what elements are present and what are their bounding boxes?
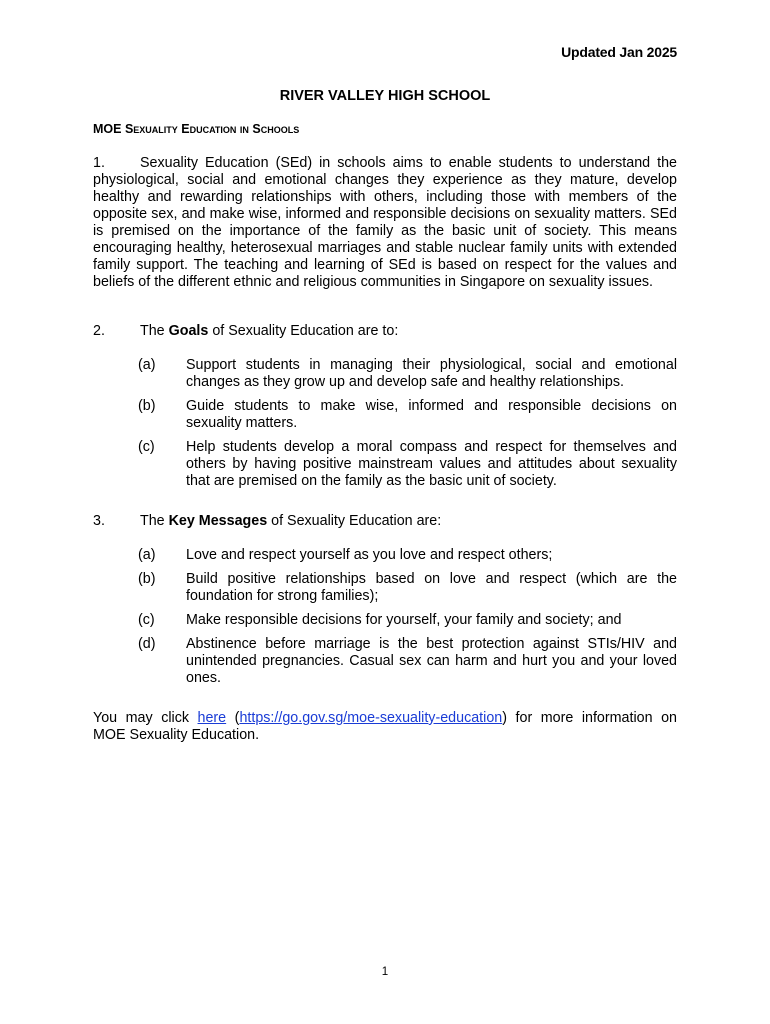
item-label: (a): [138, 547, 156, 563]
closing-text: You may click: [93, 710, 198, 726]
item-text: Support students in managing their physiological, social and emotional changes as they grow up and develop safe and healthy relationships.: [186, 357, 677, 390]
paragraph-1: [93, 155, 677, 291]
closing-text: (: [226, 710, 240, 726]
goal-item: [138, 439, 677, 490]
item-label: (c): [138, 612, 155, 628]
updated-date: Updated Jan 2025: [561, 44, 677, 60]
key-message-item: [138, 571, 677, 605]
item-text: Guide students to make wise, informed and responsible decisions on sexuality matters.: [186, 398, 677, 431]
item-label: (b): [138, 398, 156, 414]
page-number: 1: [381, 966, 389, 978]
item-text: Help students develop a moral compass and respect for themselves and others by having positive mainstream values and attitudes about sexuality that are premised on the family as the basic unit of society.: [186, 439, 677, 489]
item-label: (b): [138, 571, 156, 587]
item-text: Make responsible decisions for yourself, your family and society; and: [186, 612, 622, 628]
item-label: (c): [138, 439, 155, 455]
heading-bold: Key Messages: [168, 513, 268, 529]
item-text: Love and respect yourself as you love and respect others;: [186, 547, 553, 563]
heading-text: of Sexuality Education are:: [267, 513, 442, 529]
key-message-item: [138, 636, 677, 687]
goal-item: [138, 398, 677, 432]
closing-text: ) for more information on MOE Sexuality Education.: [93, 710, 677, 743]
page-title: RIVER VALLEY HIGH SCHOOL: [279, 88, 491, 104]
heading-text: of Sexuality Education are to:: [208, 323, 399, 339]
heading-bold: Goals: [168, 323, 209, 339]
paragraph-number: 3.: [93, 513, 105, 529]
paragraph-number: 1.: [93, 155, 105, 171]
item-label: (d): [138, 636, 156, 652]
item-label: (a): [138, 357, 156, 373]
paragraph-number: 2.: [93, 323, 105, 339]
section-subtitle: MOE Sexuality Education in Schools: [93, 122, 300, 136]
closing-paragraph: [93, 710, 677, 744]
moe-url-link[interactable]: https://go.gov.sg/moe-sexuality-education: [239, 710, 503, 726]
key-message-item: [138, 612, 677, 629]
here-link[interactable]: here: [197, 710, 227, 726]
heading-text: The: [140, 513, 169, 529]
item-text: Abstinence before marriage is the best protection against STIs/HIV and unintended pregnancies. Casual sex can harm and hurt you and your loved ones.: [186, 636, 677, 686]
goal-item: [138, 357, 677, 391]
paragraph-text: Sexuality Education (SEd) in schools aims to enable students to understand the physiological, social and emotional changes they experience as they mature, develop healthy and rewarding relationships with others, including those with members of the opposite sex, and make wise, informed and responsible decisions on sexuality matters. SEd is premised on the importance of the family as the basic unit of society. This means encouraging healthy, heterosexual marriages and stable nuclear family units with extended family support. The teaching and learning of SEd is based on respect for the values and beliefs of the different ethnic and religious communities in Singapore on sexuality issues.: [93, 155, 677, 290]
heading-text: The: [140, 323, 169, 339]
item-text: Build positive relationships based on love and respect (which are the foundation for strong families);: [186, 571, 677, 604]
key-message-item: [138, 547, 677, 564]
